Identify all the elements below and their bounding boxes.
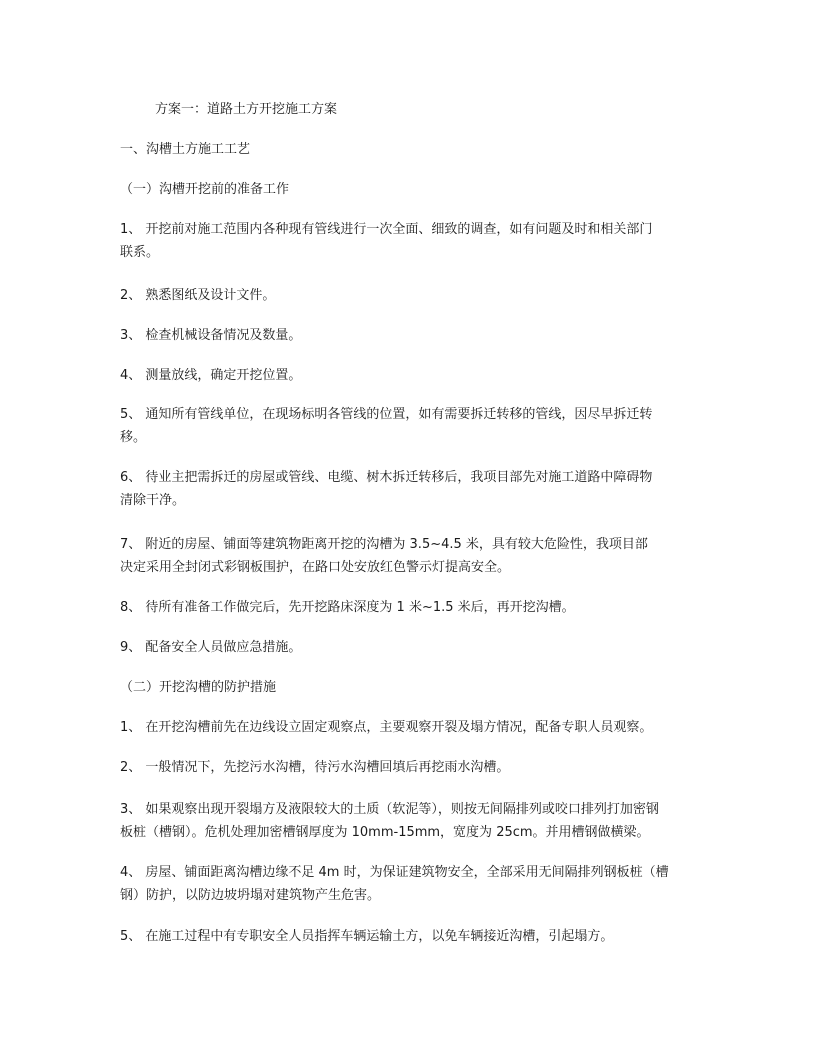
list-item-line: 联系。 xyxy=(120,245,160,260)
list-item-line: 板桩（槽钢）。危机处理加密槽钢厚度为 10mm-15mm，宽度为 25cm。并用槽钢做横梁。 xyxy=(120,825,650,840)
document-title: 方案一：道路土方开挖施工方案 xyxy=(155,102,338,117)
list-item-line: 4、 测量放线，确定开挖位置。 xyxy=(120,368,302,383)
list-item-line: 3、 如果观察出现开裂塌方及液限较大的土质（软泥等），则按无间隔排列或咬口排列打加密钢 xyxy=(120,802,659,817)
list-item-line: 4、 房屋、铺面距离沟槽边缘不足 4m 时，为保证建筑物安全，全部采用无间隔排列钢板桩（槽 xyxy=(120,865,669,880)
list-item-line: 决定采用全封闭式彩钢板围护，在路口处安放红色警示灯提高安全。 xyxy=(120,560,511,575)
list-item-line: 7、 附近的房屋、铺面等建筑物距离开挖的沟槽为 3.5~4.5 米，具有较大危险性，我项目部 xyxy=(120,537,648,552)
subsection-heading: （一）沟槽开挖前的准备工作 xyxy=(120,182,290,197)
subsection-heading: （二）开挖沟槽的防护措施 xyxy=(120,680,277,695)
list-item-line: 2、 一般情况下，先挖污水沟槽，待污水沟槽回填后再挖雨水沟槽。 xyxy=(120,760,510,775)
list-item-line: 3、 检查机械设备情况及数量。 xyxy=(120,328,302,343)
list-item-line: 1、 在开挖沟槽前先在边线设立固定观察点，主要观察开裂及塌方情况，配备专职人员观察。 xyxy=(120,720,653,735)
list-item-line: 6、 待业主把需拆迁的房屋或管线、电缆、树木拆迁转移后，我项目部先对施工道路中障碍物 xyxy=(120,470,653,485)
list-item-line: 清除干净。 xyxy=(120,493,186,508)
list-item-line: 1、 开挖前对施工范围内各种现有管线进行一次全面、细致的调查，如有问题及时和相关部门 xyxy=(120,222,653,237)
list-item-line: 5、 在施工过程中有专职安全人员指挥车辆运输土方，以免车辆接近沟槽，引起塌方。 xyxy=(120,929,614,944)
section-heading: 一、沟槽土方施工工艺 xyxy=(120,142,251,157)
list-item-line: 钢）防护，以防边坡坍塌对建筑物产生危害。 xyxy=(120,888,381,903)
list-item-line: 2、 熟悉图纸及设计文件。 xyxy=(120,288,276,303)
list-item-line: 9、 配备安全人员做应急措施。 xyxy=(120,640,302,655)
list-item-line: 移。 xyxy=(120,430,147,445)
list-item-line: 5、 通知所有管线单位，在现场标明各管线的位置，如有需要拆迁转移的管线，因尽早拆迁转 xyxy=(120,407,653,422)
list-item-line: 8、 待所有准备工作做完后，先开挖路床深度为 1 米~1.5 米后，再开挖沟槽。 xyxy=(120,600,575,615)
